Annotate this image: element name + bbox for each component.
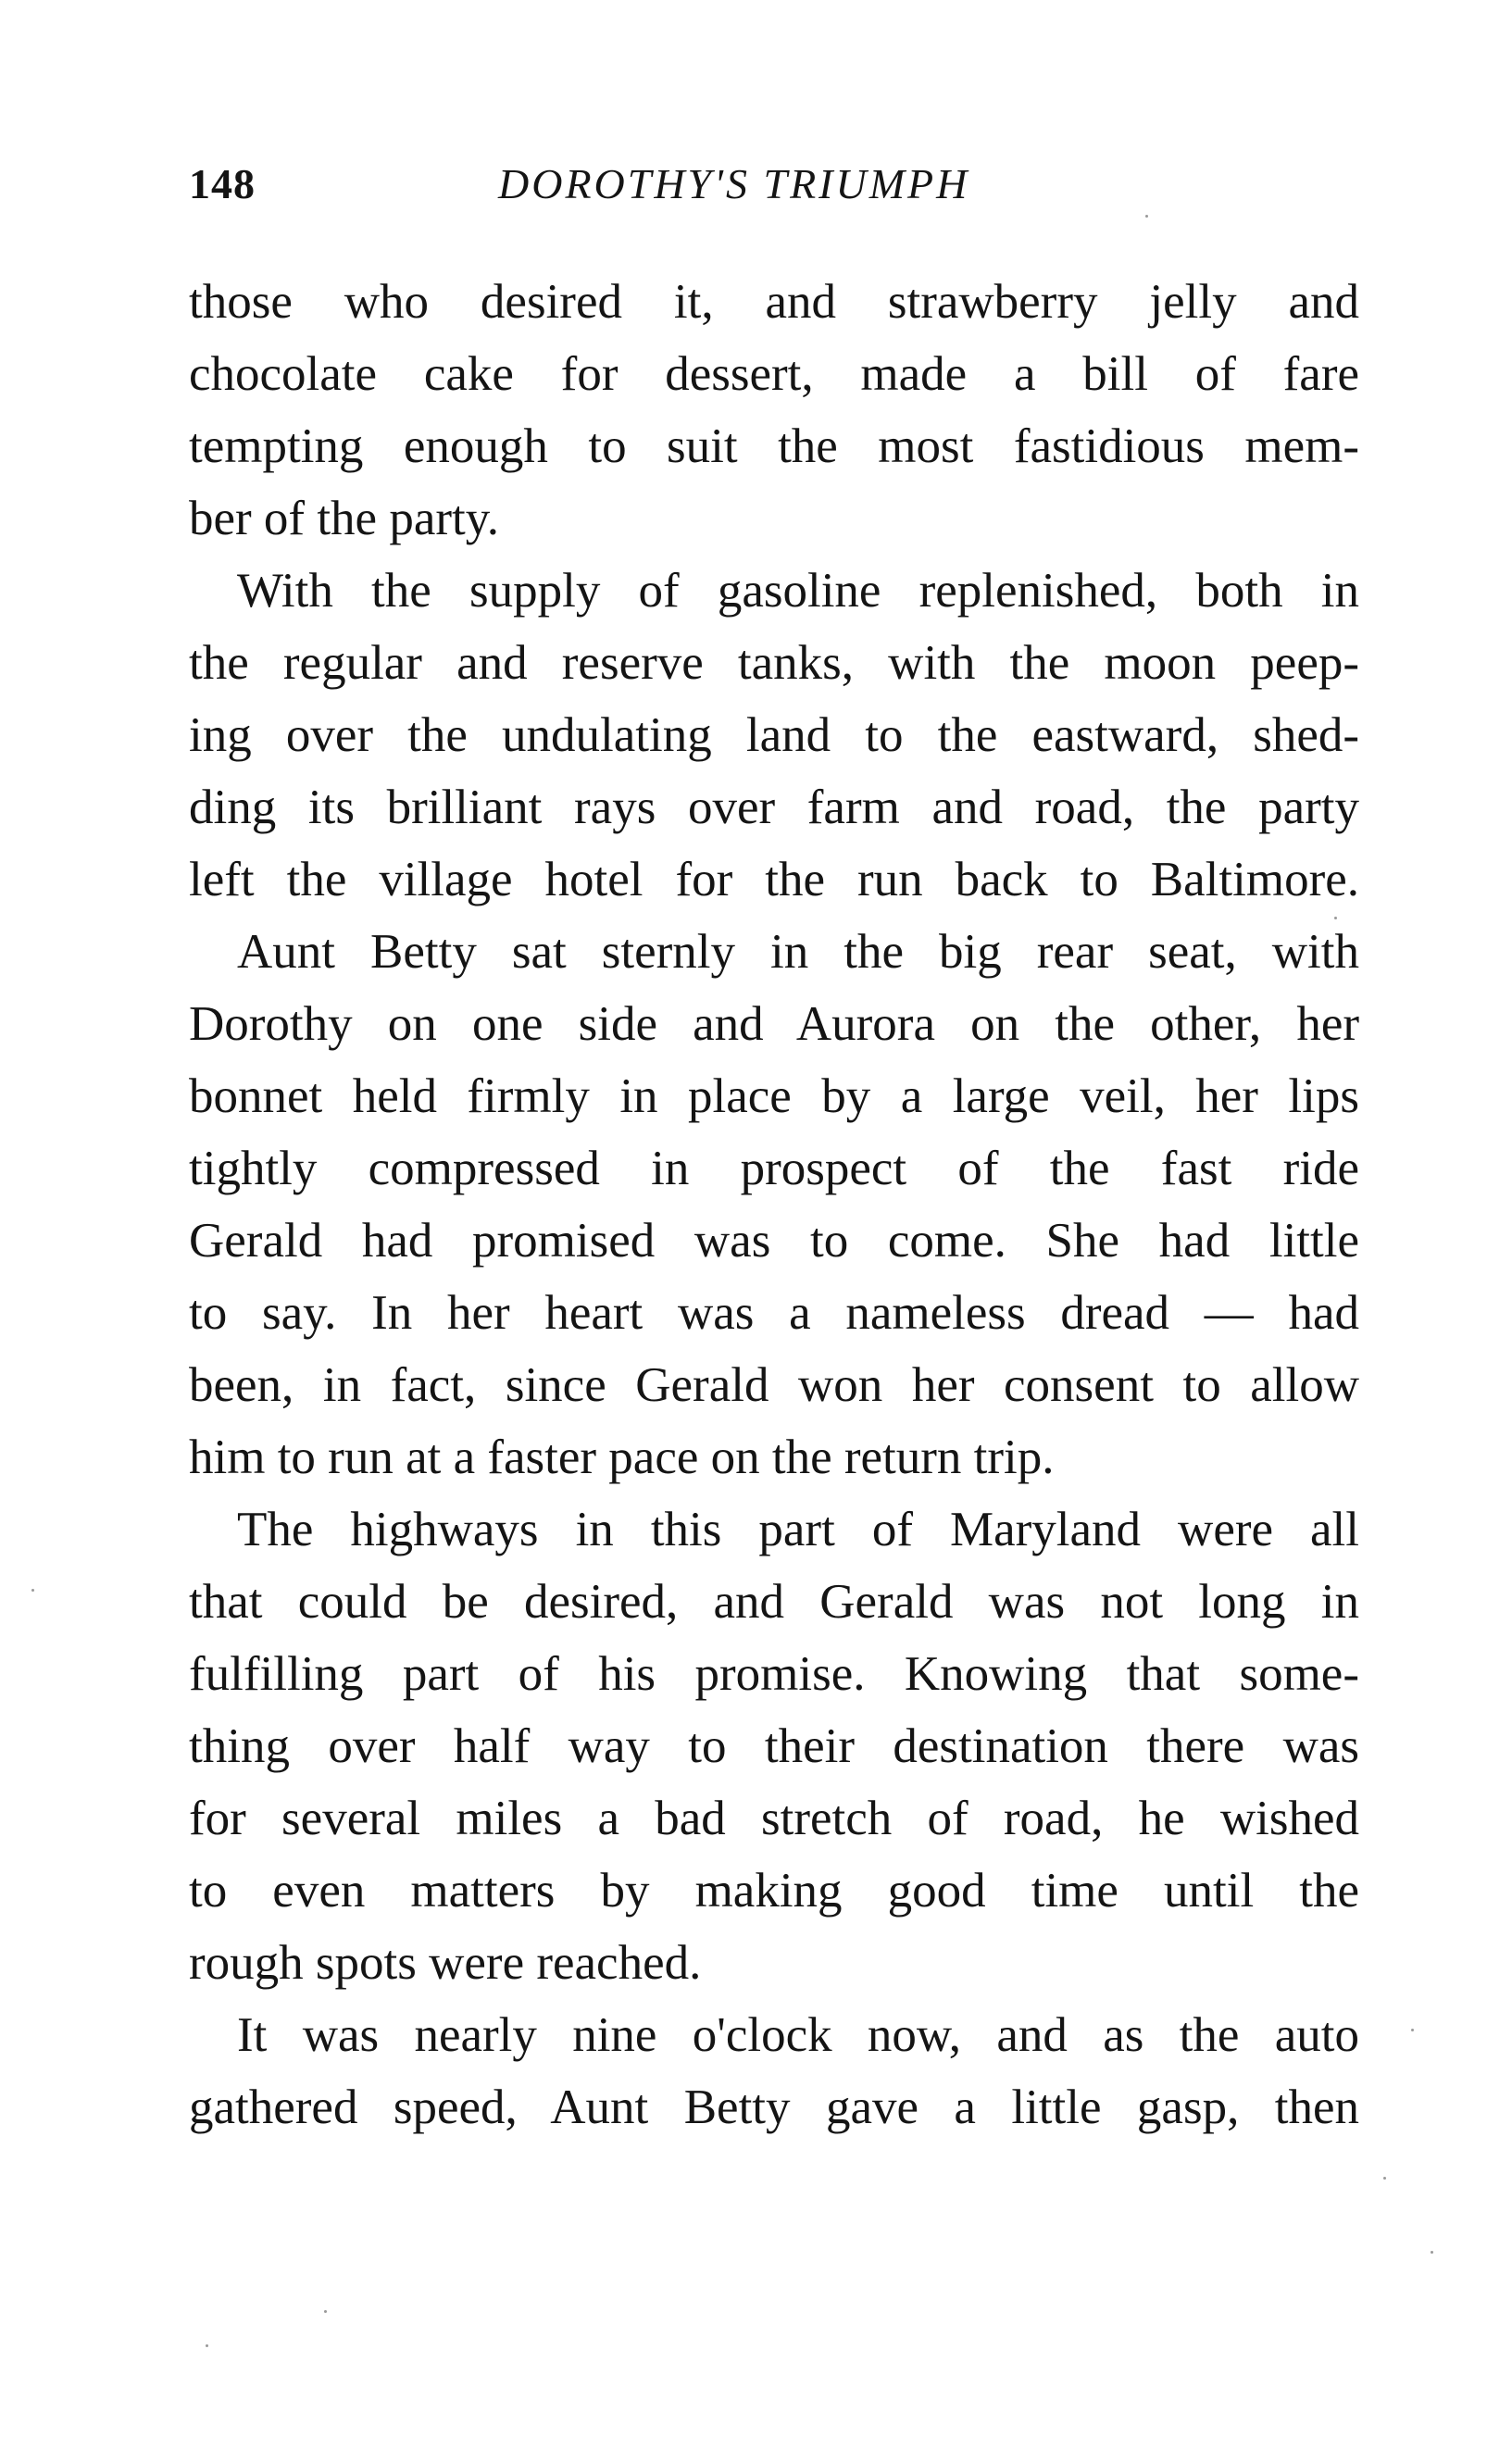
text-line: fulfilling part of his promise. Knowing that some-: [189, 1647, 1359, 1701]
text-line: The highways in this part of Maryland were all: [237, 1503, 1359, 1556]
text-line: left the village hotel for the run back to Baltimore.: [189, 853, 1359, 906]
text-line: ing over the undulating land to the eastward, shed-: [189, 708, 1359, 762]
print-speck: [1334, 917, 1337, 919]
print-speck: [206, 2344, 208, 2347]
running-head: DOROTHY'S TRIUMPH: [498, 160, 970, 207]
text-line: bonnet held firmly in place by a large veil, her lips: [189, 1069, 1359, 1123]
text-line: chocolate cake for dessert, made a bill of fare: [189, 347, 1359, 401]
text-line: It was nearly nine o'clock now, and as the auto: [237, 2008, 1359, 2062]
print-speck: [1431, 2251, 1433, 2254]
print-speck: [324, 2310, 327, 2313]
text-line: to even matters by making good time until the: [189, 1864, 1359, 1918]
print-speck: [1411, 2029, 1414, 2031]
text-line: gathered speed, Aunt Betty gave a little gasp, then: [189, 2080, 1359, 2134]
text-line: that could be desired, and Gerald was not long in: [189, 1575, 1359, 1629]
print-speck: [1145, 215, 1148, 218]
text-line: ber of the party.: [189, 492, 500, 545]
print-speck: [1383, 2177, 1386, 2180]
text-line: rough spots were reached.: [189, 1936, 702, 1990]
text-line: Dorothy on one side and Aurora on the other, her: [189, 997, 1359, 1051]
page-number: 148: [189, 160, 256, 207]
text-line: Gerald had promised was to come. She had little: [189, 1214, 1359, 1268]
body-text: [189, 266, 1359, 2143]
text-line: tempting enough to suit the most fastidious mem-: [189, 419, 1359, 473]
text-line: thing over half way to their destination there was: [189, 1719, 1359, 1773]
text-line: those who desired it, and strawberry jelly and: [189, 275, 1359, 329]
text-line: ding its brilliant rays over farm and road, the party: [189, 781, 1359, 834]
print-speck: [31, 1589, 34, 1592]
page-header: [189, 159, 1356, 215]
text-line: him to run at a faster pace on the return trip.: [189, 1431, 1055, 1484]
text-line: Aunt Betty sat sternly in the big rear seat, with: [237, 925, 1359, 979]
text-line: to say. In her heart was a nameless dread — had: [189, 1286, 1359, 1340]
text-line: been, in fact, since Gerald won her consent to allow: [189, 1358, 1359, 1412]
text-line: the regular and reserve tanks, with the moon peep-: [189, 636, 1359, 690]
text-line: tightly compressed in prospect of the fast ride: [189, 1142, 1359, 1195]
text-line: With the supply of gasoline replenished, both in: [237, 564, 1359, 618]
text-line: for several miles a bad stretch of road, he wished: [189, 1792, 1359, 1845]
